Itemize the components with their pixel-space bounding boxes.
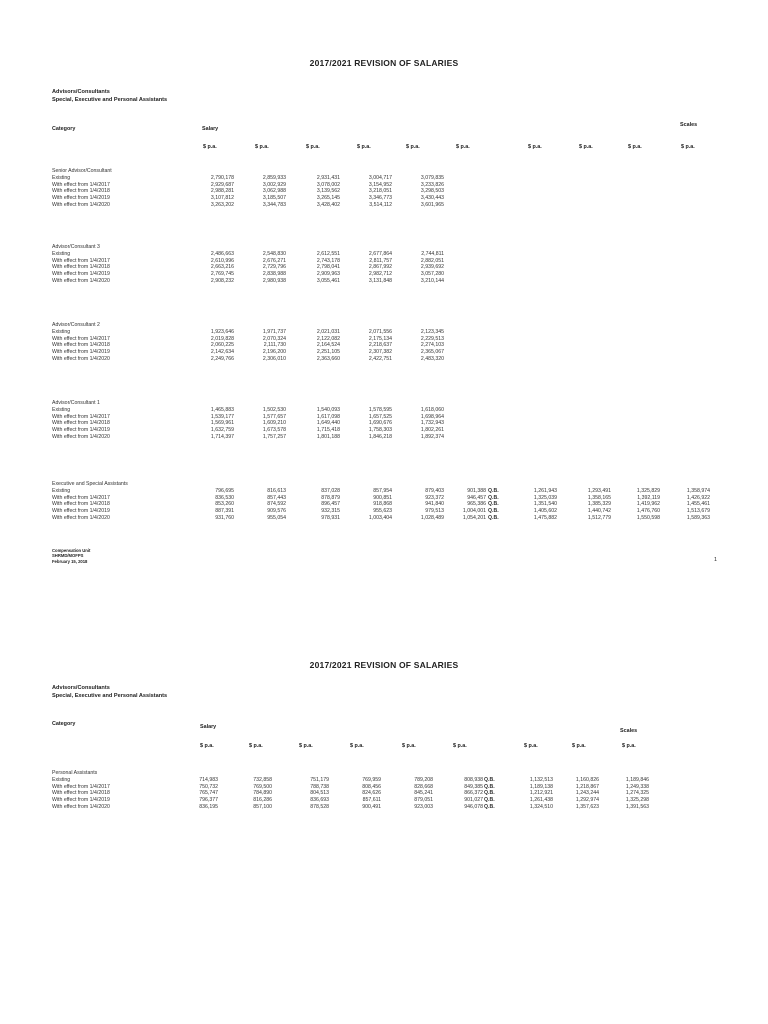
salary-value: 2,218,637 bbox=[368, 342, 392, 349]
salary-value: 2,988,281 bbox=[210, 188, 234, 195]
salary-value: 1,589,363 bbox=[686, 515, 710, 521]
group-name: Advisor/Consultant 1 bbox=[52, 400, 100, 406]
salary-value: 2,021,031 bbox=[316, 328, 340, 335]
salary-value: 2,811,757 bbox=[369, 257, 392, 264]
salary-value: 2,982,712 bbox=[368, 271, 392, 278]
row-label: With effect from 1/4/2019 bbox=[52, 427, 110, 434]
salary-value: 2,980,938 bbox=[262, 278, 286, 284]
salary-value: 1,243,244 bbox=[575, 790, 599, 797]
salary-value: 3,107,812 bbox=[210, 195, 234, 202]
salary-value: 1,846,218 bbox=[368, 434, 392, 440]
salary-value: 857,443 bbox=[267, 494, 286, 501]
row-label: With effect from 1/4/2019 bbox=[52, 797, 110, 804]
salary-value: 816,613 bbox=[267, 487, 286, 494]
salary-value: 1,274,325 bbox=[625, 790, 649, 797]
group-name: Personal Assistants bbox=[52, 770, 98, 776]
salary-value: 2,060,225 bbox=[210, 342, 234, 349]
row-label: With effect from 1/4/2020 bbox=[52, 433, 110, 440]
qb-marker: Q.B. bbox=[488, 487, 499, 494]
salary-value: 2,070,324 bbox=[262, 335, 286, 342]
category-group bbox=[52, 481, 128, 522]
salary-value: 849,385 bbox=[464, 783, 483, 790]
salary-value: 1,892,374 bbox=[420, 434, 444, 440]
salary-value: 1,802,261 bbox=[420, 427, 444, 434]
salary-value: 2,122,082 bbox=[316, 335, 340, 342]
salary-value: 836,693 bbox=[310, 797, 329, 804]
salary-value: 1,550,598 bbox=[636, 515, 660, 521]
salary-value: 2,307,382 bbox=[368, 349, 392, 356]
salary-value: 1,358,165 bbox=[587, 494, 611, 501]
salary-value: 2,908,232 bbox=[210, 278, 234, 284]
salary-value: 3,002,929 bbox=[262, 181, 286, 188]
salary-value: 918,868 bbox=[373, 501, 392, 508]
salary-value: 879,403 bbox=[425, 487, 444, 494]
salary-value: 3,601,965 bbox=[420, 202, 444, 208]
salary-value: 2,939,692 bbox=[420, 264, 444, 271]
qb-marker: Q.B. bbox=[484, 790, 495, 797]
salary-value: 789,208 bbox=[414, 776, 433, 783]
salary-value: 901,388 bbox=[467, 487, 486, 494]
row-label: With effect from 1/4/2020 bbox=[52, 201, 110, 208]
salary-value: 828,668 bbox=[414, 783, 433, 790]
salary-value: 1,714,397 bbox=[210, 434, 234, 440]
column-header: $ p.a. bbox=[628, 144, 642, 150]
salary-value: 2,274,103 bbox=[420, 342, 444, 349]
salary-value: 3,344,783 bbox=[262, 202, 286, 208]
salary-value: 909,576 bbox=[267, 508, 286, 515]
salary-value: 2,743,178 bbox=[316, 257, 340, 264]
salary-value: 2,909,963 bbox=[316, 271, 340, 278]
page-title: 2017/2021 REVISION OF SALARIES bbox=[309, 58, 459, 68]
salary-value: 941,840 bbox=[425, 501, 444, 508]
salary-value: 1,732,943 bbox=[420, 420, 444, 427]
qb-marker: Q.B. bbox=[484, 783, 495, 790]
category-group bbox=[52, 244, 110, 285]
salary-value: 3,154,952 bbox=[368, 181, 392, 188]
salary-value: 3,514,112 bbox=[369, 202, 392, 208]
column-header: $ p.a. bbox=[255, 144, 269, 150]
subheading-line-2: Special, Executive and Personal Assistants bbox=[52, 97, 168, 103]
salary-value: 923,372 bbox=[425, 494, 444, 501]
salary-value: 3,131,848 bbox=[368, 278, 392, 284]
salary-value: 836,530 bbox=[215, 494, 234, 501]
salary-value: 1,054,201 bbox=[462, 515, 486, 521]
category-header: Category bbox=[52, 126, 76, 132]
salary-value: 1,513,679 bbox=[686, 508, 710, 515]
salary-value: 3,218,051 bbox=[368, 188, 392, 195]
salary-value: 1,577,657 bbox=[262, 413, 286, 420]
salary-value: 2,610,996 bbox=[210, 257, 234, 264]
salary-value: 878,879 bbox=[321, 494, 340, 501]
salary-value: 1,292,974 bbox=[575, 797, 599, 804]
row-label: With effect from 1/4/2018 bbox=[52, 790, 110, 797]
salary-value: 2,123,345 bbox=[420, 328, 444, 335]
row-label: Existing bbox=[52, 250, 71, 257]
salary-value: 3,265,145 bbox=[316, 195, 340, 202]
footer bbox=[52, 548, 90, 564]
group-name: Advisor/Consultant 3 bbox=[52, 244, 100, 250]
salary-value: 751,179 bbox=[310, 776, 329, 783]
qb-marker: Q.B. bbox=[488, 515, 499, 521]
salary-value: 788,738 bbox=[310, 783, 329, 790]
salary-value: 3,139,562 bbox=[316, 188, 340, 195]
salary-value: 796,377 bbox=[199, 797, 218, 804]
salary-value: 836,195 bbox=[199, 804, 218, 810]
salary-value: 3,057,280 bbox=[420, 271, 444, 278]
group-name: Executive and Special Assistants bbox=[52, 481, 128, 487]
salary-value: 1,385,329 bbox=[587, 501, 611, 508]
salary-value: 2,483,320 bbox=[420, 356, 444, 362]
salary-value: 1,617,098 bbox=[316, 413, 340, 420]
salary-value: 1,540,093 bbox=[316, 406, 340, 413]
salary-value: 2,867,992 bbox=[368, 264, 392, 271]
row-label: Existing bbox=[52, 174, 71, 181]
page-number: 1 bbox=[714, 557, 717, 563]
qb-marker: Q.B. bbox=[488, 508, 499, 515]
salary-value: 878,528 bbox=[310, 804, 329, 810]
salary-value: 887,391 bbox=[215, 508, 234, 515]
column-header: $ p.a. bbox=[306, 144, 320, 150]
salary-value: 2,229,513 bbox=[420, 335, 444, 342]
column-header: $ p.a. bbox=[453, 743, 467, 749]
row-label: Existing bbox=[52, 328, 71, 335]
salary-value: 1,391,563 bbox=[625, 804, 649, 810]
salary-value: 1,502,530 bbox=[262, 406, 286, 413]
salary-value: 769,959 bbox=[362, 776, 381, 783]
salary-value: 874,592 bbox=[267, 501, 286, 508]
salary-value: 866,372 bbox=[464, 790, 483, 797]
scales-header: Scales bbox=[680, 122, 698, 128]
row-label: Existing bbox=[52, 487, 71, 494]
row-label: With effect from 1/4/2020 bbox=[52, 514, 110, 521]
salary-value: 845,241 bbox=[414, 790, 433, 797]
salary-value: 979,513 bbox=[425, 508, 444, 515]
salary-value: 1,028,489 bbox=[420, 515, 444, 521]
row-label: With effect from 1/4/2018 bbox=[52, 342, 110, 349]
row-label: With effect from 1/4/2019 bbox=[52, 349, 110, 356]
column-header: $ p.a. bbox=[681, 144, 695, 150]
subheading-line-2: Special, Executive and Personal Assistants bbox=[52, 693, 168, 699]
row-label: With effect from 1/4/2020 bbox=[52, 355, 110, 362]
salary-value: 946,457 bbox=[467, 494, 486, 501]
salary-value: 1,801,188 bbox=[316, 434, 340, 440]
row-label: With effect from 1/4/2017 bbox=[52, 257, 110, 264]
column-header: $ p.a. bbox=[622, 743, 636, 749]
row-label: With effect from 1/4/2019 bbox=[52, 195, 110, 202]
column-header: $ p.a. bbox=[456, 144, 470, 150]
row-label: With effect from 1/4/2018 bbox=[52, 264, 110, 271]
row-label: With effect from 1/4/2019 bbox=[52, 508, 110, 515]
column-header: $ p.a. bbox=[200, 743, 214, 749]
column-header: $ p.a. bbox=[572, 743, 586, 749]
category-group bbox=[52, 400, 110, 441]
salary-value: 1,539,177 bbox=[210, 413, 234, 420]
salary-value: 857,611 bbox=[362, 797, 381, 804]
salary-value: 923,003 bbox=[414, 804, 433, 810]
salary-value: 857,954 bbox=[373, 487, 392, 494]
category-group bbox=[52, 322, 110, 363]
salary-value: 2,663,216 bbox=[210, 264, 234, 271]
salary-value: 955,623 bbox=[373, 508, 392, 515]
salary-value: 1,649,440 bbox=[316, 420, 340, 427]
qb-marker: Q.B. bbox=[484, 776, 495, 783]
salary-value: 3,233,826 bbox=[420, 181, 444, 188]
salary-value: 2,365,067 bbox=[420, 349, 444, 356]
column-header: $ p.a. bbox=[579, 144, 593, 150]
salary-value: 2,676,271 bbox=[262, 257, 286, 264]
salary-value: 1,440,742 bbox=[587, 508, 611, 515]
row-label: With effect from 1/4/2017 bbox=[52, 494, 110, 501]
salary-value: 2,929,687 bbox=[210, 181, 234, 188]
salary-value: 900,491 bbox=[362, 804, 381, 810]
salary-value: 2,677,864 bbox=[368, 250, 392, 257]
row-label: Existing bbox=[52, 406, 71, 413]
salary-value: 1,923,646 bbox=[210, 328, 234, 335]
salary-value: 1,249,338 bbox=[625, 783, 649, 790]
salary-value: 1,475,882 bbox=[533, 515, 557, 521]
salary-value: 2,196,200 bbox=[262, 349, 286, 356]
salary-value: 1,465,883 bbox=[210, 406, 234, 413]
column-header: $ p.a. bbox=[299, 743, 313, 749]
column-header: $ p.a. bbox=[350, 743, 364, 749]
salary-value: 1,618,060 bbox=[420, 406, 444, 413]
salary-value: 1,212,921 bbox=[529, 790, 553, 797]
salary-value: 816,286 bbox=[253, 797, 272, 804]
salary-value: 2,798,041 bbox=[316, 264, 340, 271]
salary-value: 1,357,623 bbox=[575, 804, 599, 810]
row-label: With effect from 1/4/2018 bbox=[52, 501, 110, 508]
salary-value: 965,386 bbox=[467, 501, 486, 508]
salary-value: 2,071,556 bbox=[368, 328, 392, 335]
salary-value: 824,626 bbox=[362, 790, 381, 797]
qb-marker: Q.B. bbox=[488, 494, 499, 501]
salary-value: 1,358,974 bbox=[686, 487, 710, 494]
salary-value: 1,673,578 bbox=[262, 427, 286, 434]
salary-value: 2,548,830 bbox=[262, 250, 286, 257]
salary-value: 2,175,134 bbox=[368, 335, 392, 342]
salary-value: 714,983 bbox=[199, 776, 218, 783]
salary-header: Salary bbox=[202, 126, 219, 132]
salary-value: 1,261,438 bbox=[529, 797, 553, 804]
row-label: With effect from 1/4/2018 bbox=[52, 420, 110, 427]
category-group bbox=[52, 770, 110, 811]
salary-value: 2,790,178 bbox=[210, 174, 234, 181]
salary-value: 2,422,751 bbox=[368, 356, 392, 362]
salary-value: 1,426,922 bbox=[686, 494, 710, 501]
salary-value: 1,293,491 bbox=[587, 487, 611, 494]
salary-value: 2,838,988 bbox=[262, 271, 286, 278]
salary-value: 808,456 bbox=[362, 783, 381, 790]
salary-value: 3,055,461 bbox=[316, 278, 340, 284]
salary-value: 955,054 bbox=[267, 515, 286, 521]
salary-value: 932,315 bbox=[321, 508, 340, 515]
salary-value: 931,760 bbox=[215, 515, 234, 521]
salary-value: 1,405,602 bbox=[533, 508, 557, 515]
subheading bbox=[52, 684, 167, 700]
salary-value: 901,027 bbox=[464, 797, 483, 804]
salary-value: 3,298,503 bbox=[420, 188, 444, 195]
salary-value: 1,325,829 bbox=[636, 487, 660, 494]
row-label: With effect from 1/4/2020 bbox=[52, 803, 110, 810]
salary-value: 750,732 bbox=[199, 783, 218, 790]
salary-value: 2,111,730 bbox=[263, 342, 286, 349]
salary-value: 2,164,524 bbox=[316, 342, 340, 349]
column-header: $ p.a. bbox=[402, 743, 416, 749]
group-name: Senior Advisor/Consultant bbox=[52, 168, 112, 174]
salary-value: 879,051 bbox=[414, 797, 433, 804]
column-header: $ p.a. bbox=[203, 144, 217, 150]
salary-value: 946,078 bbox=[464, 804, 483, 810]
salary-value: 1,003,404 bbox=[368, 515, 392, 521]
salary-value: 784,890 bbox=[253, 790, 272, 797]
salary-value: 978,931 bbox=[321, 515, 340, 521]
salary-value: 3,210,144 bbox=[420, 278, 444, 284]
salary-value: 1,715,418 bbox=[316, 427, 340, 434]
salary-value: 1,971,737 bbox=[262, 328, 286, 335]
salary-value: 1,324,510 bbox=[529, 804, 553, 810]
salary-value: 804,513 bbox=[310, 790, 329, 797]
salary-value: 1,189,846 bbox=[625, 776, 649, 783]
salary-value: 1,476,760 bbox=[636, 508, 660, 515]
salary-value: 2,769,745 bbox=[210, 271, 234, 278]
footer-line-2: SHRMD/MOFPS bbox=[52, 553, 84, 559]
salary-value: 1,325,039 bbox=[533, 494, 557, 501]
salary-value: 1,392,119 bbox=[637, 494, 660, 501]
column-header: $ p.a. bbox=[357, 144, 371, 150]
row-label: Existing bbox=[52, 776, 71, 783]
salary-value: 3,062,988 bbox=[262, 188, 286, 195]
salary-value: 1,690,676 bbox=[368, 420, 392, 427]
salary-value: 2,019,828 bbox=[210, 335, 234, 342]
page-title: 2017/2021 REVISION OF SALARIES bbox=[309, 660, 459, 670]
salary-value: 1,698,964 bbox=[420, 413, 444, 420]
row-label: With effect from 1/4/2017 bbox=[52, 783, 110, 790]
salary-value: 2,486,663 bbox=[210, 250, 234, 257]
salary-value: 1,569,961 bbox=[210, 420, 234, 427]
column-header: $ p.a. bbox=[528, 144, 542, 150]
salary-value: 1,189,138 bbox=[529, 783, 553, 790]
salary-value: 896,457 bbox=[321, 501, 340, 508]
group-name: Advisor/Consultant 2 bbox=[52, 322, 100, 328]
salary-value: 1,351,540 bbox=[533, 501, 557, 508]
salary-value: 765,747 bbox=[199, 790, 218, 797]
category-group bbox=[52, 168, 112, 209]
salary-value: 1,578,595 bbox=[368, 406, 392, 413]
subheading-line-1: Advisors/Consultants bbox=[52, 89, 110, 95]
row-label: With effect from 1/4/2018 bbox=[52, 188, 110, 195]
salary-value: 769,500 bbox=[253, 783, 272, 790]
salary-value: 1,261,943 bbox=[533, 487, 557, 494]
category-header: Category bbox=[52, 721, 76, 727]
salary-value: 3,430,443 bbox=[420, 195, 444, 202]
salary-value: 3,079,835 bbox=[420, 174, 444, 181]
row-label: With effect from 1/4/2020 bbox=[52, 277, 110, 284]
salary-value: 2,931,431 bbox=[316, 174, 340, 181]
scales-header: Scales bbox=[620, 728, 638, 734]
salary-value: 732,858 bbox=[253, 776, 272, 783]
footer-line-3: February 15, 2018 bbox=[52, 558, 88, 564]
salary-value: 2,859,933 bbox=[262, 174, 286, 181]
salary-value: 857,100 bbox=[253, 804, 272, 810]
salary-value: 2,729,796 bbox=[262, 264, 286, 271]
row-label: With effect from 1/4/2017 bbox=[52, 335, 110, 342]
column-header: $ p.a. bbox=[524, 743, 538, 749]
salary-value: 1,632,759 bbox=[210, 427, 234, 434]
qb-marker: Q.B. bbox=[484, 804, 495, 810]
salary-value: 1,132,513 bbox=[529, 776, 553, 783]
footer-line-1: Compensation Unit bbox=[52, 548, 91, 553]
salary-header: Salary bbox=[200, 724, 217, 730]
row-label: With effect from 1/4/2019 bbox=[52, 271, 110, 278]
salary-value: 3,078,002 bbox=[316, 181, 340, 188]
salary-value: 1,218,867 bbox=[575, 783, 599, 790]
salary-value: 2,612,551 bbox=[316, 250, 340, 257]
salary-value: 837,028 bbox=[321, 487, 340, 494]
salary-value: 2,363,660 bbox=[316, 356, 340, 362]
salary-value: 2,249,766 bbox=[210, 356, 234, 362]
salary-value: 796,695 bbox=[215, 487, 234, 494]
salary-value: 1,657,525 bbox=[368, 413, 392, 420]
subheading-line-1: Advisors/Consultants bbox=[52, 685, 110, 691]
column-header: $ p.a. bbox=[249, 743, 263, 749]
salary-value: 808,938 bbox=[464, 776, 483, 783]
subheading bbox=[52, 88, 167, 104]
salary-value: 2,744,811 bbox=[421, 250, 444, 257]
salary-value: 1,325,298 bbox=[625, 797, 649, 804]
salary-value: 3,263,202 bbox=[210, 202, 234, 208]
salary-value: 1,004,001 bbox=[462, 508, 486, 515]
salary-value: 3,428,402 bbox=[316, 202, 340, 208]
salary-value: 853,260 bbox=[215, 501, 234, 508]
salary-value: 1,160,826 bbox=[575, 776, 599, 783]
qb-marker: Q.B. bbox=[488, 501, 499, 508]
salary-value: 3,346,773 bbox=[368, 195, 392, 202]
salary-value: 2,142,634 bbox=[210, 349, 234, 356]
qb-marker: Q.B. bbox=[484, 797, 495, 804]
salary-value: 2,306,010 bbox=[262, 356, 286, 362]
salary-value: 3,004,717 bbox=[368, 174, 392, 181]
row-label: With effect from 1/4/2017 bbox=[52, 181, 110, 188]
salary-value: 1,758,303 bbox=[368, 427, 392, 434]
salary-value: 1,419,962 bbox=[636, 501, 660, 508]
salary-value: 3,185,507 bbox=[262, 195, 286, 202]
row-label: With effect from 1/4/2017 bbox=[52, 413, 110, 420]
salary-value: 2,882,051 bbox=[420, 257, 444, 264]
salary-value: 1,609,210 bbox=[262, 420, 286, 427]
salary-value: 900,851 bbox=[373, 494, 392, 501]
column-header: $ p.a. bbox=[406, 144, 420, 150]
salary-value: 1,455,461 bbox=[686, 501, 710, 508]
page-2 bbox=[0, 590, 768, 1024]
salary-value: 1,757,257 bbox=[262, 434, 286, 440]
salary-value: 1,512,779 bbox=[587, 515, 611, 521]
salary-value: 2,251,105 bbox=[316, 349, 340, 356]
